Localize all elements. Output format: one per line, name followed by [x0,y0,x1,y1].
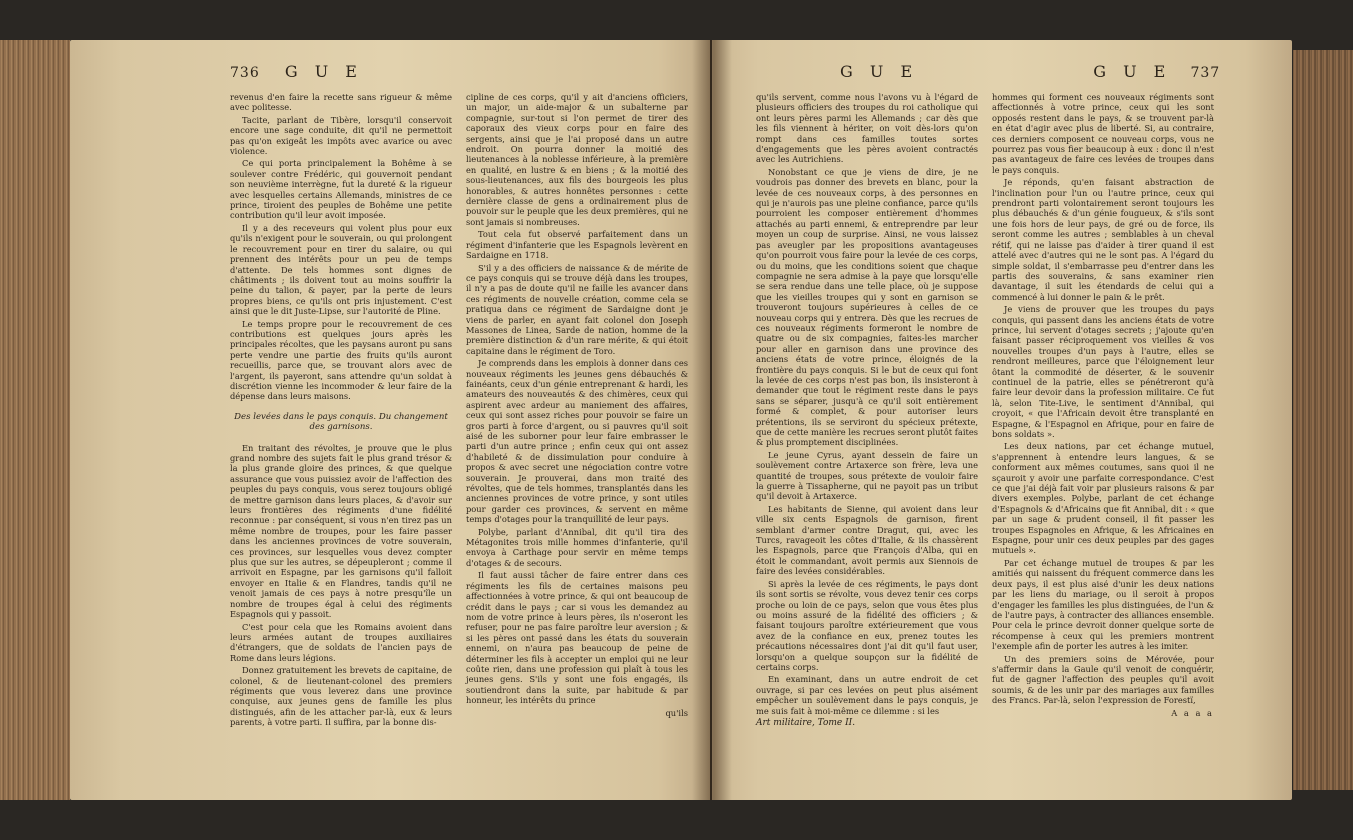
left-page [70,40,710,800]
paragraph: Le temps propre pour le recouvrement de ces contributions est quelques jours après les principales récoltes, que les paysans auront pu sans perte vendre une partie des fruits qu'ils auront recueillis, parce que, se trouvant alors avec de l'argent, ils payeront, sans attendre qu'un soldat à discrétion vienne les incommoder & leur faire de la dépense dans leurs maisons. [230,318,452,402]
paragraph: qu'ils servent, comme nous l'avons vu à l'égard de plusieurs officiers des troupes du roi catholique qui ont leurs pères parmi les Allemands ; car dès que les fils viennent à hériter, on voit dès-lors qu'on rompt dans ces familles toutes sortes d'engagements que les pères avoient contractés avec les Autrichiens. [756,92,978,165]
running-head: G U E [840,62,919,81]
paragraph: Tacite, parlant de Tibère, lorsqu'il conservoit encore une sage conduite, dit qu'il ne permettoit pas qu'on exigeât les impôts avec avarice ou avec violence. [230,114,452,157]
paragraph: hommes qui forment ces nouveaux régiments sont affectionnés à votre prince, ceux qui les sont opposés restent dans le pays, & se trouvent par-là en état d'agir avec plus de liberté. Si, au contraire, ces derniers composent ce nouveau corps, vous ne pourrez pas vous fier beaucoup à eux : donc il n'est pas avantageux de faire ces levées de troupes dans le pays conquis. [992,92,1214,175]
book-gutter [692,40,732,800]
paragraph: revenus d'en faire la recette sans rigueur & même avec politesse. [230,92,452,113]
paragraph: Il y a des receveurs qui volent plus pour eux qu'ils n'exigent pour le souverain, ou qui prolongent le recouvrement pour en tirer du salaire, ou qui prennent des intérêts pour un peu de temps d'attente. De tels hommes sont dignes de châtiments ; ils doivent tout au moins souffrir la peine du talion, & payer, par la perte de leurs propres biens, ce qu'ils ont pris injustement. C'est ainsi que le dit Juste-Lipse, sur l'autorité de Pline. [230,222,452,317]
footer-title: Art militaire, Tome II. [756,717,856,728]
paragraph: cipline de ces corps, qu'il y ait d'anciens officiers, un major, un aide-major & un subalterne par compagnie, sur-tout si l'on permet de tirer des caporaux des vieux corps pour en faire des sergents, ainsi que je l'ai proposé dans un autre endroit. On pourra donner la moitié des lieutenances à la noblesse inférieure, à la première en qualité, en lustre & en biens ; & la moitié des sous-lieutenances, aux fils des bourgeois les plus honorables, & autres honnêtes personnes : cette dernière classe de gens a ordinairement plus de pouvoir sur le peuple que les deux premières, qui ne sont jamais si nombreuses. [466,92,688,227]
paragraph: Il faut aussi tâcher de faire entrer dans ces régiments les fils de certaines maisons peu affectionnées à votre prince, & qui ont beaucoup de crédit dans le pays ; car si vous les demandez au nom de votre prince à leurs pères, ils n'oseront les refuser, pour ne pas faire paroître leur aversion ; & si les pères ont passé dans les états du souverain ennemi, on n'aura pas beaucoup de peine de déterminer les fils à accepter un emploi qui ne leur coûte rien, dans une profession qui plaît à tous les jeunes gens. S'ils y sont une fois engagés, ils soutiendront dans la suite, par habitude & par honneur, les intérêts du prince [466,570,688,706]
left-page-column-1 [230,92,452,730]
running-head: G U E [284,62,363,81]
paragraph: Un des premiers soins de Mérovée, pour s'affermir dans la Gaule qu'il venoit de conquérir, fut de gagner l'affection des peuples qu'il avoit soumis, & de les unir par des mariages aux familles des Francs. Par-là, selon l'expression de Forestï, [992,653,1214,706]
paragraph: Je comprends dans les emplois à donner dans ces nouveaux régiments les jeunes gens débauchés & fainéants, ceux d'un génie entreprenant & hardi, les amateurs des nouveautés & des chimères, ceux qui aspirent avec ardeur au maniement des affaires, ceux qui sont assez riches pour pouvoir se faire un gros parti à force d'argent, ou si pauvres qu'il soit aisé de les suborner pour leur faire embrasser le parti d'un autre prince ; enfin ceux qui ont assez d'habileté & de dissimulation pour conduire à propos & avec secret une négociation contre votre souverain. Je prouverai, dans mon traité des révoltes, que de tels hommes, transplantés dans les anciennes provinces de votre prince, y sont utiles pour garder ces provinces, & servent en même temps d'otages pour la tranquillité de leur pays. [466,358,688,525]
section-heading: Des levées dans le pays conquis. Du changement des garnisons. [234,411,448,433]
paragraph: C'est pour cela que les Romains avoient dans leurs armées autant de troupes auxiliaires d'étrangers, que de soldats de l'ancien pays de Rome dans leurs légions. [230,621,452,663]
right-page-column-2 [992,92,1214,718]
paragraph: Ce qui porta principalement la Bohême à se soulever contre Frédéric, qui gouvernoit pendant son neuvième interrègne, fut la dureté & la rigueur avec lesquelles certains Allemands, ministres de ce prince, tiroient des peuples de Bohême une petite contribution qu'il leur avoit imposée. [230,158,452,221]
paragraph: En examinant, dans un autre endroit de cet ouvrage, si par ces levées on peut plus aisément empêcher un soulèvement dans le pays conquis, je me suis fait à moi-même ce dilemme : si les [756,674,978,716]
page-number: 736 [230,65,260,81]
paragraph: Donnez gratuitement les brevets de capitaine, de colonel, & de lieutenant-colonel des premiers régiments que vous leverez dans une province conquise, aux jeunes gens de famille les plus distingués, afin de les attacher par-là, eux & leurs parents, à votre parti. Il suffira, par la bonne dis- [230,665,452,728]
page-number: 737 [1190,65,1221,81]
catchword: qu'ils [665,707,688,718]
right-page-header [832,62,1252,81]
paragraph: Le jeune Cyrus, ayant dessein de faire un soulèvement contre Artaxerce son frère, leva une quantité de troupes, sous prétexte de vouloir faire la guerre à Tissapherne, qui ne payoit pas un tribut qu'il devoit à Artaxerce. [756,449,978,502]
right-page-column-1 [756,92,978,728]
right-page [712,40,1292,800]
running-head: G U E [1093,62,1172,81]
paragraph: Tout cela fut observé parfaitement dans un régiment d'infanterie que les Espagnols levèrent en Sardaigne en 1718. [466,229,688,261]
paragraph: S'il y a des officiers de naissance & de mérite de ce pays conquis qui se trouve déjà dans les troupes, il n'y a pas de doute qu'il ne faille les avancer dans ces régiments de nouvelle création, comme cela se pratiqua dans ce régiment de Sardaigne dont je viens de parler, en ayant fait colonel don Joseph Massones de Linea, Sarde de nation, homme de la première distinction & d'un rare mérite, & qui étoit capitaine dans le régiment de Toro. [466,262,688,356]
paragraph: Si après la levée de ces régiments, le pays dont ils sont sortis se révolte, vous devez tenir ces corps proche ou loin de ce pays, selon que vous êtes plus ou moins assuré de la fidélité des officiers ; & faisant toujours paroître extérieurement que vous avez de la confiance en eux, prenez toutes les précautions nécessaires dont j'ai dit qu'il faut user, lorsqu'on a quelque soupçon sur la fidélité de certains corps. [756,578,978,672]
paragraph: Je viens de prouver que les troupes du pays conquis, qui passent dans les anciens états de votre prince, lui servent d'otages secrets ; j'ajoute qu'en faisant passer réciproquement vos vieilles & vos nouvelles troupes d'un pays à l'autre, elles se rendront meilleures, parce que l'éloignement leur ôtant la commodité de déserter, & le souvenir continuel de la patrie, elles se pénétreront qu'à faire leur devoir dans la profession militaire. Ce fut là, selon Tite-Live, le sentiment d'Annibal, qui croyoit, « que l'Africain devoit être transplanté en Espagne, & l'Espagnol en Afrique, pour en faire de bons soldats ». [992,304,1214,439]
paragraph: Les habitants de Sienne, qui avoient dans leur ville six cents Espagnols de garnison, firent semblant d'armer contre Dragut, qui, avec les Turcs, ravageoit les côtes d'Italie, & ils chassèrent les Espagnols, parce que François d'Alba, qui en étoit le commandant, avoit permis aux Siennois de faire des levées considérables. [756,503,978,577]
paragraph: Par cet échange mutuel de troupes & par les amitiés qui naissent du fréquent commerce dans les deux pays, il est plus aisé d'unir les deux nations par les liens du mariage, ou il seroit à propos d'engager les familles les plus distinguées, de l'un & de l'autre pays, à contracter des alliances ensemble. Pour cela le prince devroit donner quelque sorte de récompense à ceux qui les premiers montrent l'exemple afin de porter les autres à les imiter. [992,557,1214,652]
left-page-column-2 [466,92,688,718]
paragraph: Je réponds, qu'en faisant abstraction de l'inclination pour l'un ou l'autre prince, ceux qui prendront parti volontairement seront toujours les plus débauchés & d'un génie fougueux, & s'ils sont une fois hors de leur pays, de gré ou de force, ils seront comme les autres ; semblables à un cheval rétif, qui ne laisse pas d'aider à tirer quand il est attelé avec d'autres qui ne le sont pas. A l'égard du simple soldat, il s'embarrasse peu d'entrer dans les partis des souverains, & sans examiner rien davantage, il suit les étendards de celui qui a commencé à lui donner le pain & le prêt. [992,177,1214,302]
paragraph: En traitant des révoltes, je prouve que le plus grand nombre des sujets fait le plus grand trésor & la plus grande gloire des princes, & que quelque assurance que vous puissiez avoir de l'affection des peuples du pays conquis, vous serez toujours obligé de mettre garnison dans leurs places, & d'avoir sur leurs frontières des régiments d'une fidélité reconnue : par conséquent, si vous n'en tirez pas un même nombre de troupes, pour les faire passer dans les anciennes provinces de votre souverain, ces provinces, sur lesquelles vous devez compter plus que sur les autres, se dépeupleront ; comme il arrivoit en Espagne, par les garnisons qu'il falloit envoyer en Italie & en Flandres, tandis qu'il ne venoit jamais de ces pays à notre presqu'île un nombre de troupes égal à celui des régiments Espagnols qui y passoit. [230,442,452,620]
left-page-header [230,62,630,81]
paragraph: Polybe, parlant d'Annibal, dit qu'il tira des Métagonites trois mille hommes d'infanterie, qu'il envoya à Carthage pour servir en même temps d'otages & de secours. [466,526,688,568]
left-page-edges [0,40,70,800]
paragraph: Les deux nations, par cet échange mutuel, s'apprennent à entendre leurs langues, & se conforment aux mêmes coutumes, sans quoi il ne sçauroit y avoir une parfaite correspondance. C'est ce que j'ai déjà fait voir par plusieurs raisons & par divers exemples. Polybe, parlant de cet échange d'Espagnols & d'Africains que fit Annibal, dit : « que par un sage & prudent conseil, il fit passer les troupes Espagnoles en Afrique, & les Africaines en Espagne, pour unir ces deux peuples par des gages mutuels ». [992,441,1214,556]
signature-mark: A a a a [1171,707,1214,718]
paragraph: Nonobstant ce que je viens de dire, je ne voudrois pas donner des brevets en blanc, pour la levée de ces nouveaux corps, à des personnes en qui je n'aurois pas une pleine confiance, parce qu'ils pourroient les composer entièrement d'hommes attachés au parti ennemi, & entreprendre par leur moyen un coup de surprise. Ainsi, ne vous laissez pas aveugler par les propositions avantageuses qu'on pourroit vous faire pour la levée de ces corps, ou du moins, que les conditions soient que chaque compagnie ne sera admise à la paye que lorsqu'elle se sera rendue dans une telle place, où je suppose que les vieilles troupes qui y sont en garnison se trouveront toujours supérieures à celles de ce nouveau corps qui y entrera. Dès que les recrues de ces nouveaux régiments formeront le nombre de quatre ou de six compagnies, faites-les marcher pour aller en garnison dans une province des anciens états de votre prince, éloignés de la frontière du pays conquis. Si le but de ceux qui font la levée de ces corps n'est pas bon, ils insisteront à demander que tout le régiment reste dans le pays sans se séparer, jusqu'à ce qu'il soit entièrement formé & complet, & pour autoriser leurs prétentions, ils se serviront du spécieux prétexte, que de cette manière les recrues seront plutôt faites & plus promptement disciplinées. [756,166,978,448]
right-page-edges [1293,50,1353,790]
